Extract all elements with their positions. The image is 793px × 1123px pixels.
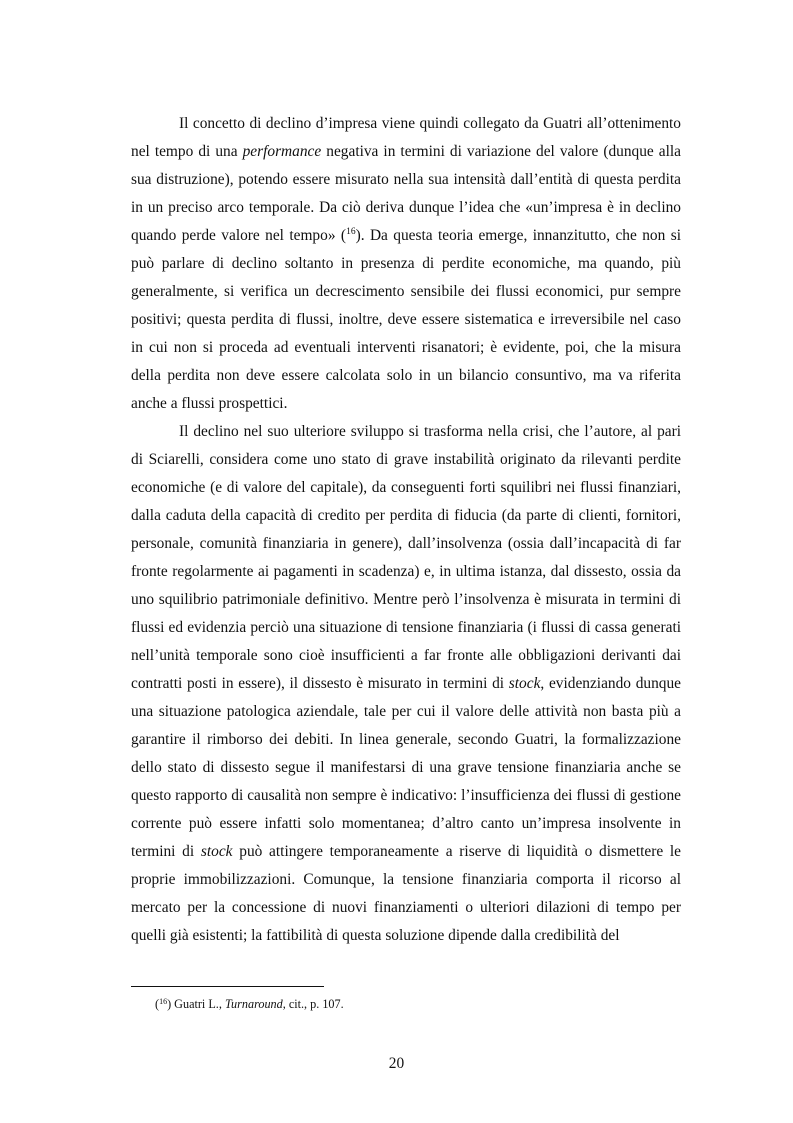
footnote-title: Turnaround	[224, 997, 283, 1011]
footnote	[155, 996, 681, 1012]
footnote-paren-open: (	[155, 997, 160, 1011]
page-number: 20	[388, 1055, 405, 1072]
paragraph-2-text-c: può attingere temporaneamente a riserve di liquidità o dismettere le proprie immobilizzazioni. Comunque, la tensione finanziaria comporta il ricorso al mercato per la concessione di nuovi finanziamenti o ulteriori dilazioni di tempo per quelli già esistenti; la fattibilità di questa soluzione dipende dalla credibilità del	[131, 843, 681, 944]
paragraph-2	[131, 418, 681, 950]
footnote-separator	[131, 986, 324, 987]
footnote-citation: , cit., p. 107.	[282, 997, 344, 1011]
body-text	[131, 110, 681, 950]
paragraph-2-text-a: Il declino nel suo ulteriore sviluppo si trasforma nella crisi, che l’autore, al pari di Sciarelli, considera come uno stato di grave instabilità originato da rilevanti perdite economiche (e di valore del capitale), da conseguenti forti squilibri nei flussi finanziari, dalla caduta della capacità di credito per perdita di fiducia (da parte di clienti, fornitori, personale, comunità finanziaria in genere), dall’insolvenza (ossia dall’incapacità di far fronte regolarmente ai pagamenti in scadenza) e, in ultima istanza, dal dissesto, ossia da uno squilibrio patrimoniale definitivo. Mentre però l’insolvenza è misurata in termini di flussi ed evidenzia perciò una situazione di tensione finanziaria (i flussi di cassa generati nell’unità temporale sono cioè insufficienti a far fronte alle obbligazioni derivanti dai contratti posti in essere), il dissesto è misurato in termini di	[131, 423, 681, 692]
footnote-reference: 16	[346, 227, 356, 237]
paragraph-1-text-c: ). Da questa teoria emerge, innanzitutto, che non si può parlare di declino soltanto in presenza di perdite economiche, ma quando, più generalmente, si verifica un decrescimento sensibile dei flussi economici, pur sempre positivi; questa perdita di flussi, inoltre, deve essere sistematica e irreversibile nel caso in cui non si proceda ad eventuali interventi risanatori; è evidente, poi, che la misura della perdita non deve essere calcolata solo in un bilancio consuntivo, ma va riferita anche a flussi prospettici.	[131, 227, 681, 412]
italic-term-stock-2: stock	[200, 843, 233, 860]
italic-term-performance: performance	[242, 143, 322, 160]
footnote-number: 16	[159, 997, 168, 1006]
italic-term-stock: stock	[508, 675, 541, 692]
paragraph-2-text-b: , evidenziando dunque una situazione patologica aziendale, tale per cui il valore delle attività non basta più a garantire il rimborso dei debiti. In linea generale, secondo Guatri, la formalizzazione dello stato di dissesto segue il manifestarsi di una grave tensione finanziaria anche se questo rapporto di causalità non sempre è indicativo: l’insufficienza dei flussi di gestione corrente può essere infatti solo momentanea; d’altro canto un’impresa insolvente in termini di	[131, 675, 681, 860]
footnote-author: ) Guatri L.,	[167, 997, 225, 1011]
paragraph-1	[131, 110, 681, 418]
paragraph-1-text-a: Il concetto di declino d’impresa viene quindi collegato da Guatri all’ottenimento nel tempo di una	[131, 115, 681, 160]
paragraph-1-text-b: negativa in termini di variazione del valore (dunque alla sua distruzione), potendo essere misurato nella sua intensità dall’entità di questa perdita in un preciso arco temporale. Da ciò deriva dunque l’idea che «un’impresa è in declino quando perde valore nel tempo» (	[131, 143, 681, 244]
